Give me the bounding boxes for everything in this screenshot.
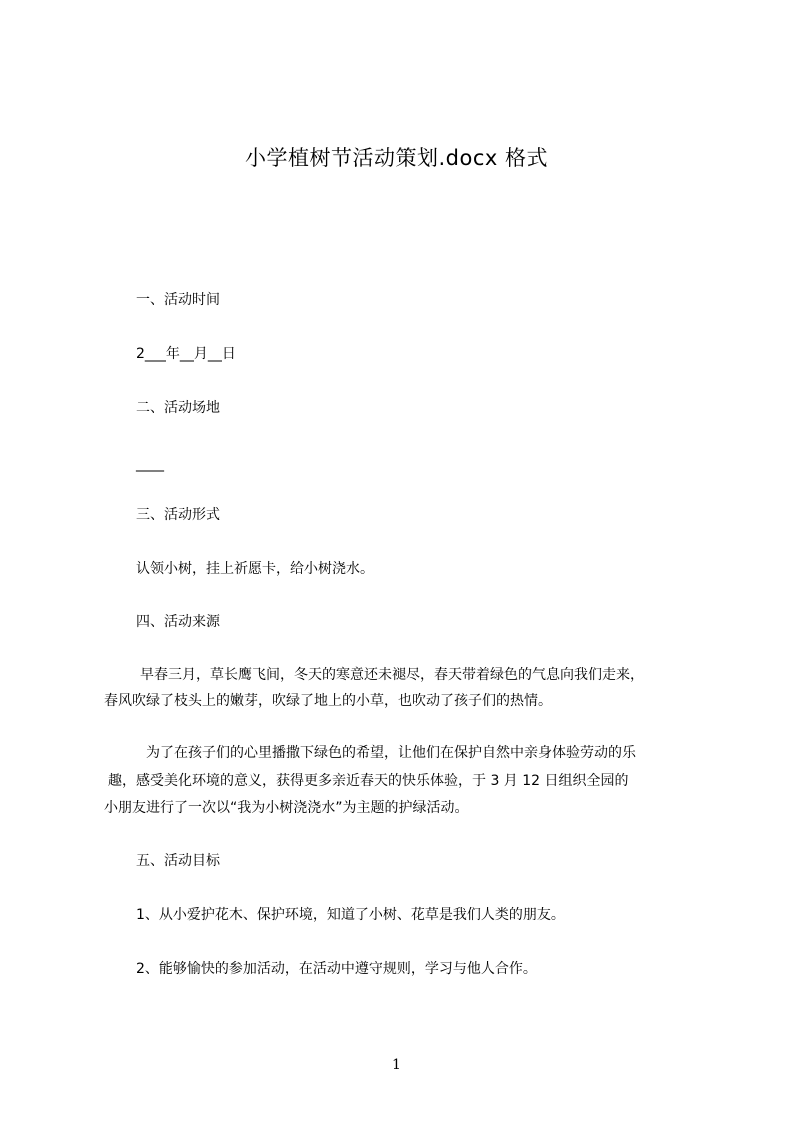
origin-paragraph-1-line-2: 春风吹绿了枝头上的嫩芽，吹绿了地上的小草，也吹动了孩子们的热情。: [104, 693, 552, 709]
origin-paragraph-2-line-2: 趣，感受美化环境的意义，获得更多亲近春天的快乐体验，于 3 月 12 日组织全园的: [108, 773, 629, 789]
goal-item-2: 2、能够愉快的参加活动，在活动中遵守规则，学习与他人合作。: [136, 961, 537, 977]
goal-item-1: 1、从小爱护花木、保护环境，知道了小树、花草是我们人类的朋友。: [136, 907, 565, 923]
section-heading-goals: 五、活动目标: [136, 853, 220, 869]
activity-venue-text: ____: [136, 456, 164, 472]
activity-date-text: 2___年__月__日: [136, 346, 236, 362]
page-number: 1: [392, 1057, 401, 1073]
origin-paragraph-2-line-3: 小朋友进行了一次以“我为小树浇浇水”为主题的护绿活动。: [104, 800, 469, 816]
section-heading-form: 三、活动形式: [136, 507, 220, 523]
section-heading-time: 一、活动时间: [136, 292, 220, 308]
document-title: 小学植树节活动策划.docx 格式: [244, 146, 548, 170]
origin-paragraph-2-line-1: 为了在孩子们的心里播撒下绿色的希望，让他们在保护自然中亲身体验劳动的乐: [146, 745, 636, 761]
origin-paragraph-1-line-1: 早春三月，草长鹰飞间，冬天的寒意还未褪尽，春天带着绿色的气息向我们走来，: [140, 667, 644, 683]
section-heading-origin: 四、活动来源: [136, 614, 220, 630]
section-heading-venue: 二、活动场地: [136, 400, 220, 416]
activity-form-text: 认领小树，挂上祈愿卡，给小树浇水。: [136, 561, 374, 577]
